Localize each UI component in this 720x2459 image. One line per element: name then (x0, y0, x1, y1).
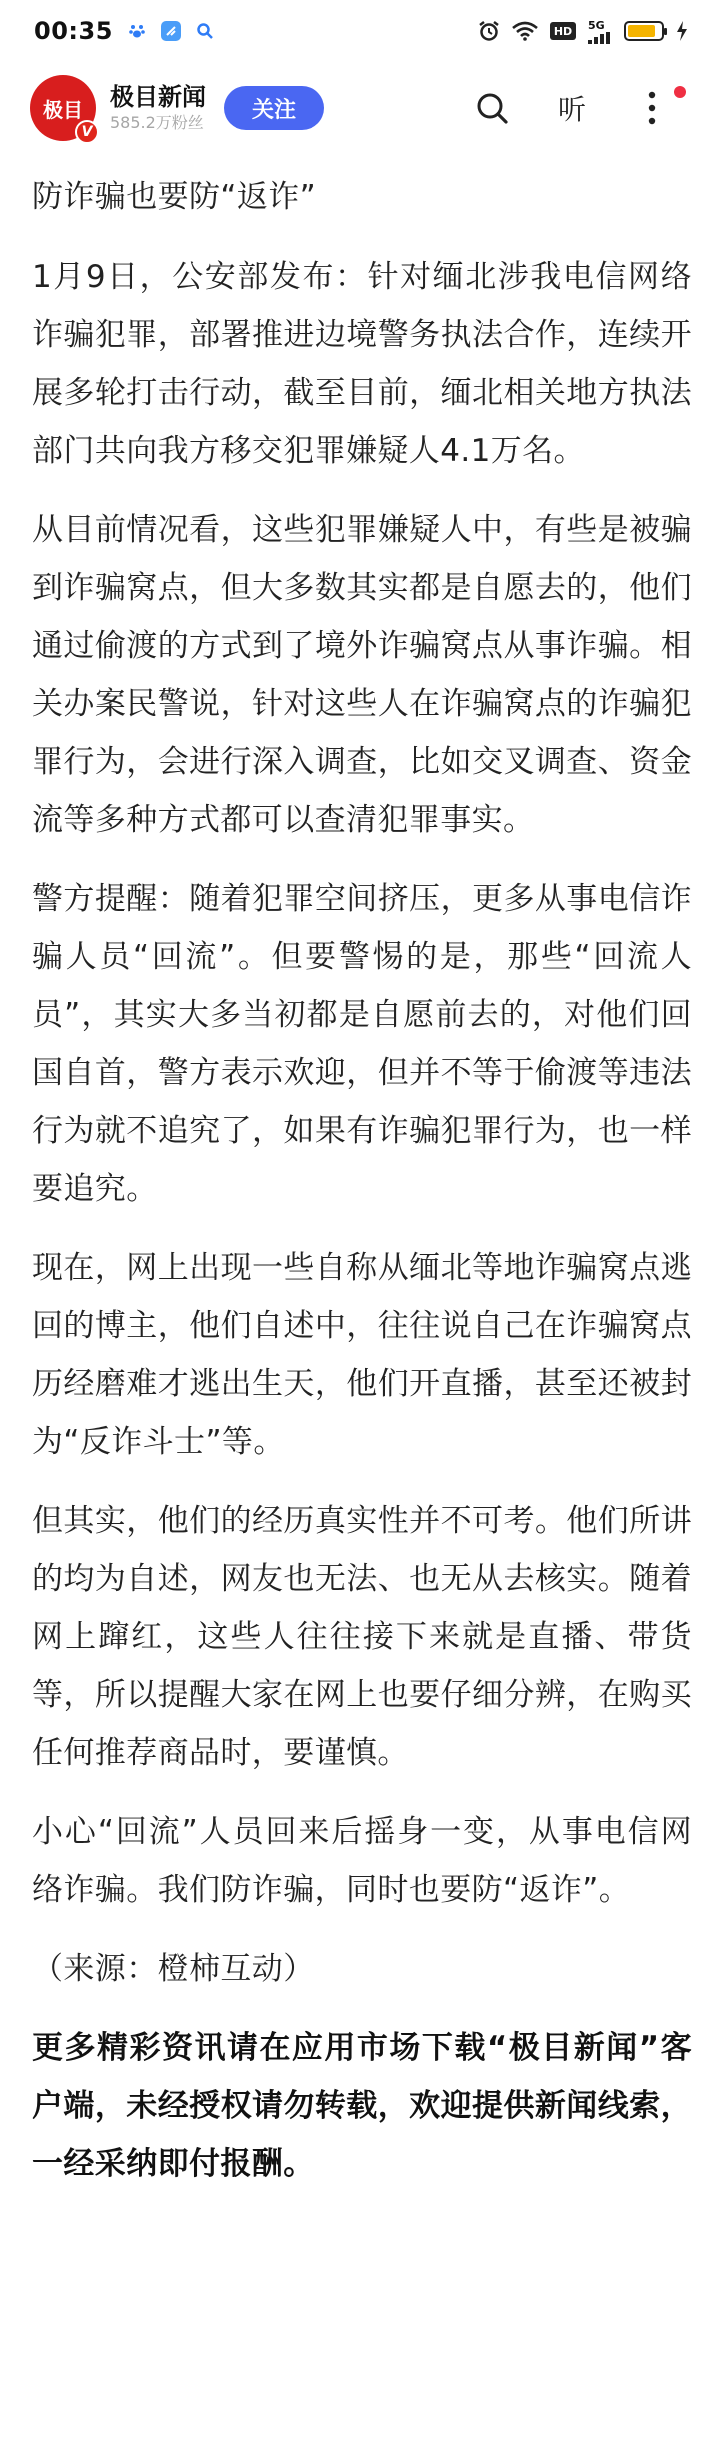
header-actions (452, 78, 692, 138)
signal-label: 5G (588, 18, 605, 32)
status-bar-right (478, 19, 688, 44)
alarm-icon (478, 20, 500, 42)
article-paragraph: 小心“回流”人员回来后摇身一变，从事电信网络诈骗。我们防诈骗，同时也要防“返诈”。 (32, 1814, 692, 1908)
account-info[interactable] (110, 82, 206, 134)
status-time: 00:35 (34, 17, 113, 45)
paw-app-icon (127, 21, 147, 41)
article-footer-notice: 更多精彩资讯请在应用市场下载“极目新闻”客户端，未经授权请勿转载，欢迎提供新闻线索，一经采纳即付报酬。 (32, 2030, 692, 2182)
search-icon (474, 90, 510, 126)
article-paragraph: 现在，网上出现一些自称从缅北等地诈骗窝点逃回的博主，他们自述中，往往说自己在诈骗窝点历经磨难才逃出生天，他们开直播，甚至还被封为“反诈斗士”等。 (32, 1250, 692, 1460)
fans-count: 585.2万粉丝 (110, 113, 204, 132)
wifi-icon (512, 21, 538, 41)
article-header (0, 62, 720, 154)
article-paragraph: 从目前情况看，这些犯罪嫌疑人中，有些是被骗到诈骗窝点，但大多数其实都是自愿去的，他们通过偷渡的方式到了境外诈骗窝点从事诈骗。相关办案民警说，针对这些人在诈骗窝点的诈骗犯罪行为，会进行深入调查，比如交叉调查、资金流等多种方式都可以查清犯罪事实。 (32, 512, 692, 838)
article-source: （来源：橙柿互动） (32, 1951, 315, 1987)
blue-app-icon (161, 21, 181, 41)
avatar-logo-text: 极目 (43, 97, 83, 122)
search-app-icon (195, 21, 215, 41)
listen-button[interactable] (532, 78, 612, 138)
cellular-signal-icon (588, 19, 612, 44)
status-bar (0, 0, 720, 62)
listen-label: 听 (557, 93, 586, 126)
article-paragraph: 1月9日，公安部发布：针对缅北涉我电信网络诈骗犯罪，部署推进边境警务执法合作，连续开展多轮打击行动，截至目前，缅北相关地方执法部门共向我方移交犯罪嫌疑人4.1万名。 (32, 259, 692, 469)
account-avatar[interactable] (30, 75, 96, 141)
charging-icon (676, 21, 688, 41)
status-bar-left (34, 17, 215, 45)
follow-button[interactable]: 关注 (224, 86, 324, 130)
more-vertical-icon (647, 90, 657, 126)
article-title-line: 防诈骗也要防“返诈” (32, 179, 317, 215)
article-paragraph: 但其实，他们的经历真实性并不可考。他们所讲的均为自述，网友也无法、也无从去核实。随着网上蹿红，这些人往往接下来就是直播、带货等，所以提醒大家在网上也要仔细分辨，在购买任何推荐商品时，要谨慎。 (32, 1503, 692, 1771)
hd-icon (550, 22, 576, 40)
account-name: 极目新闻 (110, 83, 206, 111)
article-body (32, 168, 692, 2214)
hd-label: HD (553, 25, 573, 38)
notification-dot (674, 86, 686, 98)
article-paragraph: 警方提醒：随着犯罪空间挤压，更多从事电信诈骗人员“回流”。但要警惕的是，那些“回流人员”，其实大多当初都是自愿前去的，对他们回国自首，警方表示欢迎，但并不等于偷渡等违法行为就不追究了，如果有诈骗犯罪行为，也一样要追究。 (32, 881, 692, 1207)
battery-icon (624, 21, 664, 41)
more-options-button[interactable] (612, 78, 692, 138)
verified-badge-icon: V (75, 120, 99, 144)
search-button[interactable] (452, 78, 532, 138)
battery-level (628, 25, 655, 37)
